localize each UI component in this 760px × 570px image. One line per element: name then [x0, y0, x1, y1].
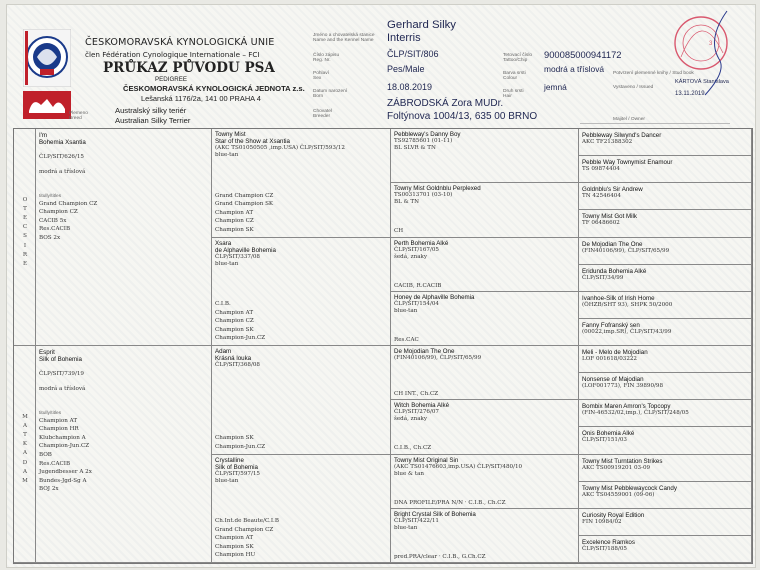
side-letter: A [22, 450, 28, 457]
side-letter: T [23, 205, 27, 212]
ggp-extra: blue-tan [394, 524, 418, 531]
dog-sex: Pes/Male [387, 64, 425, 74]
gggp-reg: AKC TS00919201 03-09 [582, 464, 651, 471]
side-letter: A [22, 422, 28, 429]
great-great-grandparent [579, 319, 752, 346]
parent-color: modrá a tříslová [39, 169, 86, 176]
gp-titles [212, 300, 265, 343]
doc-subtitle: PEDIGREE [155, 76, 187, 83]
club-address: Lešanská 1176/2a, 141 00 PRAHA 4 [141, 94, 261, 103]
parent-title: Res.CACIB [39, 226, 71, 233]
gggp-reg: (00022,imp.SR), ČLP/SIT/43/99 [582, 328, 672, 335]
dog-kennel: Interris [387, 32, 421, 44]
ggp-name: De Mojodian The One [394, 348, 455, 355]
parent-titles-note: titully/titles [39, 194, 62, 200]
parent-title: Bundes-Jgd-Sg A [39, 477, 87, 484]
gggp-name: Fanny Fofranský sen [582, 321, 640, 329]
gp-color: blue-tan [215, 260, 239, 267]
parent-color: modrá a tříslová [39, 386, 86, 393]
grandparent [212, 129, 391, 238]
parent-title: BOJ 2x [39, 486, 59, 493]
side-letter: R [22, 251, 28, 258]
ggp-extra: blue-tan [394, 307, 418, 314]
gggp-reg: LOF 001618/03222 [582, 356, 637, 362]
ggp-reg: ČLP/SIT/167/05 [394, 246, 439, 253]
gggp-reg: ČLP/SIT/151/03 [582, 437, 627, 444]
gggp-name: Curiosity Royal Edition [582, 511, 645, 519]
gp-title: Champion HU [215, 552, 256, 559]
ggp-name: Towny Mist Goldnblu Perplexed [394, 185, 481, 193]
gp-title: Champion CZ [215, 218, 254, 225]
gp-title: Champion AT [215, 209, 254, 216]
dog-chip: 900085000941172 [544, 49, 622, 60]
grandparent [212, 346, 391, 455]
ggp-reg: (AKC TS01476603,imp.USA) ČLP/SIT/480/10 [394, 463, 523, 470]
ggp-titles: Res.CAC [394, 336, 419, 343]
side-letter: M [22, 413, 28, 420]
side-letter: C [22, 224, 28, 231]
parent-name-line2: Bohemia Xsantia [39, 139, 86, 146]
gp-title: Champion AT [215, 309, 254, 316]
parent-title: CACIB 5x [39, 217, 67, 224]
ggp-extra: šedá, znaky [394, 253, 428, 260]
ggp-name: Witch Bohemia Alké [394, 402, 450, 410]
ggp-reg: TS00313701 (03-10) [394, 192, 453, 199]
gp-title: Champion SK [215, 226, 254, 233]
dog-name: Gerhard Silky [387, 19, 457, 31]
plemeno-label: Plemeno Breed [69, 111, 88, 122]
pedigree-document [6, 4, 756, 568]
side-letter: E [22, 260, 28, 267]
gp-name-line1: Towny Mist [215, 131, 246, 138]
gp-reg: ČLP/SIT/368/08 [215, 362, 260, 368]
gggp-name: Excelence Ramkos [582, 538, 635, 546]
side-letter: I [23, 242, 27, 249]
parent-title: Res.CACIB [39, 460, 71, 467]
label-issue: Potvrzení plemenné knihy / Stud book [613, 71, 694, 76]
parent-title: BOS 2x [39, 234, 61, 241]
gggp-reg: FIN 10984/02 [582, 518, 622, 525]
gp-color: blue-tan [215, 477, 239, 484]
grandparent [212, 455, 391, 564]
gggp-reg: TS 09874404 [582, 166, 620, 173]
parent-sire [36, 129, 212, 346]
doc-title: PRŮKAZ PŮVODU PSA [103, 60, 275, 76]
label-coat: Druh srsti Hair [503, 89, 524, 100]
gggp-reg: (FIN-46532/02,imp.), ČLP/SIT/248/05 [582, 410, 689, 417]
ggp-titles: pred.PRA/clear · C.I.B., G.Ch.CZ [394, 553, 486, 560]
gggp-reg: TN 42546404 [582, 193, 621, 200]
great-great-grandparent [579, 536, 752, 563]
label-tattoo: Tetovací číslo Tattoo/Chip [503, 53, 533, 64]
side-label-matka [14, 346, 36, 563]
ggp-extra: BL & TN [394, 199, 419, 206]
side-letter: O [22, 196, 28, 203]
gp-reg: ČLP/SIT/337/08 [215, 253, 260, 260]
parent-name-line1: I'm [39, 132, 48, 139]
gggp-name: Eridunda Bohemia Alké [582, 267, 647, 275]
label-color: Barva srsti Colour [503, 71, 526, 82]
gggp-name: Towny Mist Turntation Strikes [582, 457, 663, 465]
gp-name-line2: Krásná louka [215, 355, 252, 362]
ggp-name: Perth Bohemia Alké [394, 239, 449, 247]
gp-title: Champion CZ [215, 318, 254, 325]
gggp-reg: (LOF001773), FIN 39890/98 [582, 383, 664, 390]
gp-color: blue-tan [215, 152, 239, 159]
great-grandparent [391, 238, 579, 292]
gp-reg: ČLP/SIT/597/15 [215, 470, 260, 477]
gp-title: Champion SK [215, 435, 254, 442]
studbook-keeper: KÁRTOVÁ Stanislava [675, 79, 729, 85]
great-grandparent [391, 346, 579, 400]
union-name: ČESKOMORAVSKÁ KYNOLOGICKÁ UNIE [85, 37, 275, 48]
label-name: Jméno a chovatelská stanice Name and the Kennel Name [313, 33, 375, 44]
great-great-grandparent [579, 292, 752, 319]
gp-title: C.I.B. [215, 301, 231, 308]
club-name: ČESKOMORAVSKÁ KYNOLOGICKÁ JEDNOTA z.s. [123, 84, 305, 93]
side-letter: M [22, 477, 28, 484]
ggp-reg: TS92785601 (01-11) [394, 138, 453, 144]
ggp-titles: CACIB, R.CACIB [394, 282, 442, 289]
ggp-name: Honey de Alphaville Bohemia [394, 293, 475, 301]
label-owner: Majitel / Owner [613, 117, 645, 122]
gggp-name: Goldnblu's Sir Andrew [582, 186, 643, 194]
parent-title: Jugendbesser A 2x [39, 469, 92, 476]
parent-title: Champion-Jun.CZ [39, 443, 90, 450]
side-letter: A [22, 468, 28, 475]
dog-reg: ČLP/SIT/806 [387, 49, 439, 59]
side-letter: T [23, 431, 27, 438]
great-great-grandparent [579, 210, 752, 237]
grandparent [212, 238, 391, 347]
gp-title: Ch.Int.de Beaute/C.I.B [215, 518, 279, 525]
gggp-name: Towny Mist Got Milk [582, 213, 638, 221]
side-letter: S [23, 233, 27, 240]
ggp-reg: (FIN40106/99), ČLP/SIT/65/99 [394, 355, 482, 361]
gp-title: Champion AT [215, 535, 254, 542]
ggp-extra: blue & tan [394, 470, 425, 477]
gggp-name: Pebble Way Townymist Enamour [582, 159, 673, 167]
gp-name-line2: Star of the Show at Xsantia [215, 138, 290, 145]
gp-title: Grand Champion CZ [215, 192, 274, 199]
parent-title: Grand Champion CZ [39, 200, 98, 207]
great-great-grandparent [579, 400, 752, 427]
great-great-grandparent [579, 156, 752, 183]
great-grandparent [391, 400, 579, 454]
parent-title: Champion AT [39, 417, 78, 424]
gp-title: Grand Champion SK [215, 201, 274, 208]
ggp-reg: ČLP/SIT/154/04 [394, 300, 439, 307]
great-great-grandparent [579, 238, 752, 265]
side-letter: K [22, 441, 28, 448]
great-great-grandparent [579, 265, 752, 292]
signature-icon [697, 9, 733, 99]
ggp-name: Bright Crystal Silk of Bohemia [394, 510, 476, 518]
ggp-extra: BL SLVR & TN [394, 145, 436, 152]
label-sex: Pohlaví Sex [313, 71, 329, 82]
ggp-reg: ČLP/SIT/422/11 [394, 517, 439, 524]
side-letters-matka [14, 413, 36, 487]
label-issued: Vystaveno / Issued [613, 85, 654, 90]
parent-name-line2: Silk of Bohemia [39, 356, 82, 363]
gp-name-line1: Crystalline [215, 456, 244, 464]
gggp-name: Nonsense of Majodian [582, 376, 644, 384]
gp-name-line2: Silk of Bohemia [215, 463, 258, 471]
gggp-reg: (FIN40106/99), ČLP/SIT/65/99 [582, 247, 670, 254]
side-letter: D [22, 459, 28, 466]
ggp-name: Towny Mist Original Sin [394, 456, 459, 464]
breeder-address: Foltýnova 1004/13, 635 00 BRNO [387, 111, 538, 122]
gp-title: Grand Champion CZ [215, 526, 274, 533]
gggp-name: Pebbleway Silwynd's Dancer [582, 132, 662, 139]
label-reg: Číslo zápisu Reg. Nr. [313, 53, 340, 64]
ggp-titles: CH [394, 228, 404, 235]
gp-title: Champion-Jun.CZ [215, 335, 266, 342]
great-great-grandparent [579, 455, 752, 482]
dog-coat: jemná [544, 82, 567, 92]
great-great-grandparent [579, 129, 752, 156]
parent-dam [36, 346, 212, 563]
gp-name-line1: Xsara [215, 239, 232, 247]
gggp-name: Onis Bohemia Alké [582, 430, 635, 438]
cmku-logo-icon [23, 91, 71, 119]
gp-title: Champion SK [215, 543, 254, 550]
parent-title: Champion HR [39, 426, 79, 433]
parent-title: Klubchampion A [39, 434, 86, 441]
gp-reg: (AKC TS01050505 ,imp.USA) ČLP/SIT/593/12 [215, 145, 345, 151]
gggp-reg: AKC TF21388302 [582, 139, 633, 145]
great-great-grandparent [579, 427, 752, 454]
gp-titles [212, 434, 265, 451]
gp-titles [212, 517, 279, 560]
gp-title: Champion-Jun.CZ [215, 443, 266, 450]
great-great-grandparent [579, 509, 752, 536]
breed-en: Australian Silky Terrier [115, 116, 191, 125]
gggp-reg: (ÖHZB/SHT 93), SHPK 50/2000 [582, 301, 673, 308]
gggp-name: Ivanhoe-Silk of Irish Home [582, 294, 655, 302]
gp-titles [212, 192, 273, 235]
fci-member-line: člen Fédération Cynologique Internationale – FCI [85, 50, 260, 59]
side-letter: E [22, 214, 28, 221]
fci-logo-icon [23, 29, 71, 87]
breeder-name: ZÁBRODSKÁ Zora MUDr. [387, 98, 504, 109]
gggp-reg: TF 06486602 [582, 220, 620, 227]
ggp-titles: CH INT., Ch.CZ [394, 391, 439, 398]
gggp-name: Meli - Melo de Mojodian [582, 349, 648, 356]
great-grandparent [391, 455, 579, 509]
dog-color: modrá a tříslová [544, 64, 605, 74]
pedigree-grid [13, 128, 753, 564]
great-great-grandparent [579, 482, 752, 509]
great-grandparent [391, 292, 579, 346]
ggp-name: Pebbleway's Danny Boy [394, 131, 461, 138]
great-grandparent [391, 129, 579, 183]
ggp-reg: ČLP/SIT/276/07 [394, 409, 439, 416]
parent-reg: ČLP/SIT/739/19 [39, 371, 84, 377]
dog-dob: 18.08.2019 [387, 82, 433, 92]
parent-reg: ČLP/SIT/626/15 [39, 154, 84, 160]
label-dob: Datum narození Born [313, 89, 348, 100]
side-label-otec [14, 129, 36, 346]
great-grandparent [391, 183, 579, 237]
gp-name-line1: Adam [215, 348, 232, 355]
ggp-titles: C.I.B., Ch.CZ [394, 445, 432, 452]
parent-name-line1: Esprit [39, 349, 55, 356]
owner-line [580, 123, 730, 124]
parent-title: BOB [39, 451, 52, 458]
breed-cz: Australský silky teriér [115, 106, 187, 115]
gggp-reg: AKC TS04559001 (09-06) [582, 491, 655, 498]
gggp-name: Bombix Maren Amron's Topcopy [582, 403, 671, 411]
ggp-titles: DNA PROFILE/PRA N/N · C.I.B., Ch.CZ [394, 499, 506, 506]
great-grandparent [391, 509, 579, 563]
gp-title: Champion SK [215, 326, 254, 333]
great-great-grandparent [579, 373, 752, 400]
gggp-name: Towny Mist Pebblewaycock Candy [582, 484, 677, 492]
gggp-reg: ČLP/SIT/34/99 [582, 274, 624, 281]
issue-date: 13.11.2019 [675, 91, 705, 97]
gggp-reg: ČLP/SIT/188/05 [582, 545, 627, 552]
great-great-grandparent [579, 183, 752, 210]
ggp-extra: šedá, znaky [394, 416, 428, 423]
side-letters-otec [14, 196, 36, 270]
gp-name-line2: de Alphaville Bohemia [215, 246, 276, 254]
stamp-number: 3 [709, 41, 713, 47]
great-great-grandparent [579, 346, 752, 373]
label-breeder: Chovatel Breeder [313, 109, 332, 120]
parent-title: Champion CZ [39, 209, 78, 216]
gggp-name: De Mojodian The One [582, 240, 643, 248]
parent-titles-note: titully/titles [39, 411, 62, 417]
